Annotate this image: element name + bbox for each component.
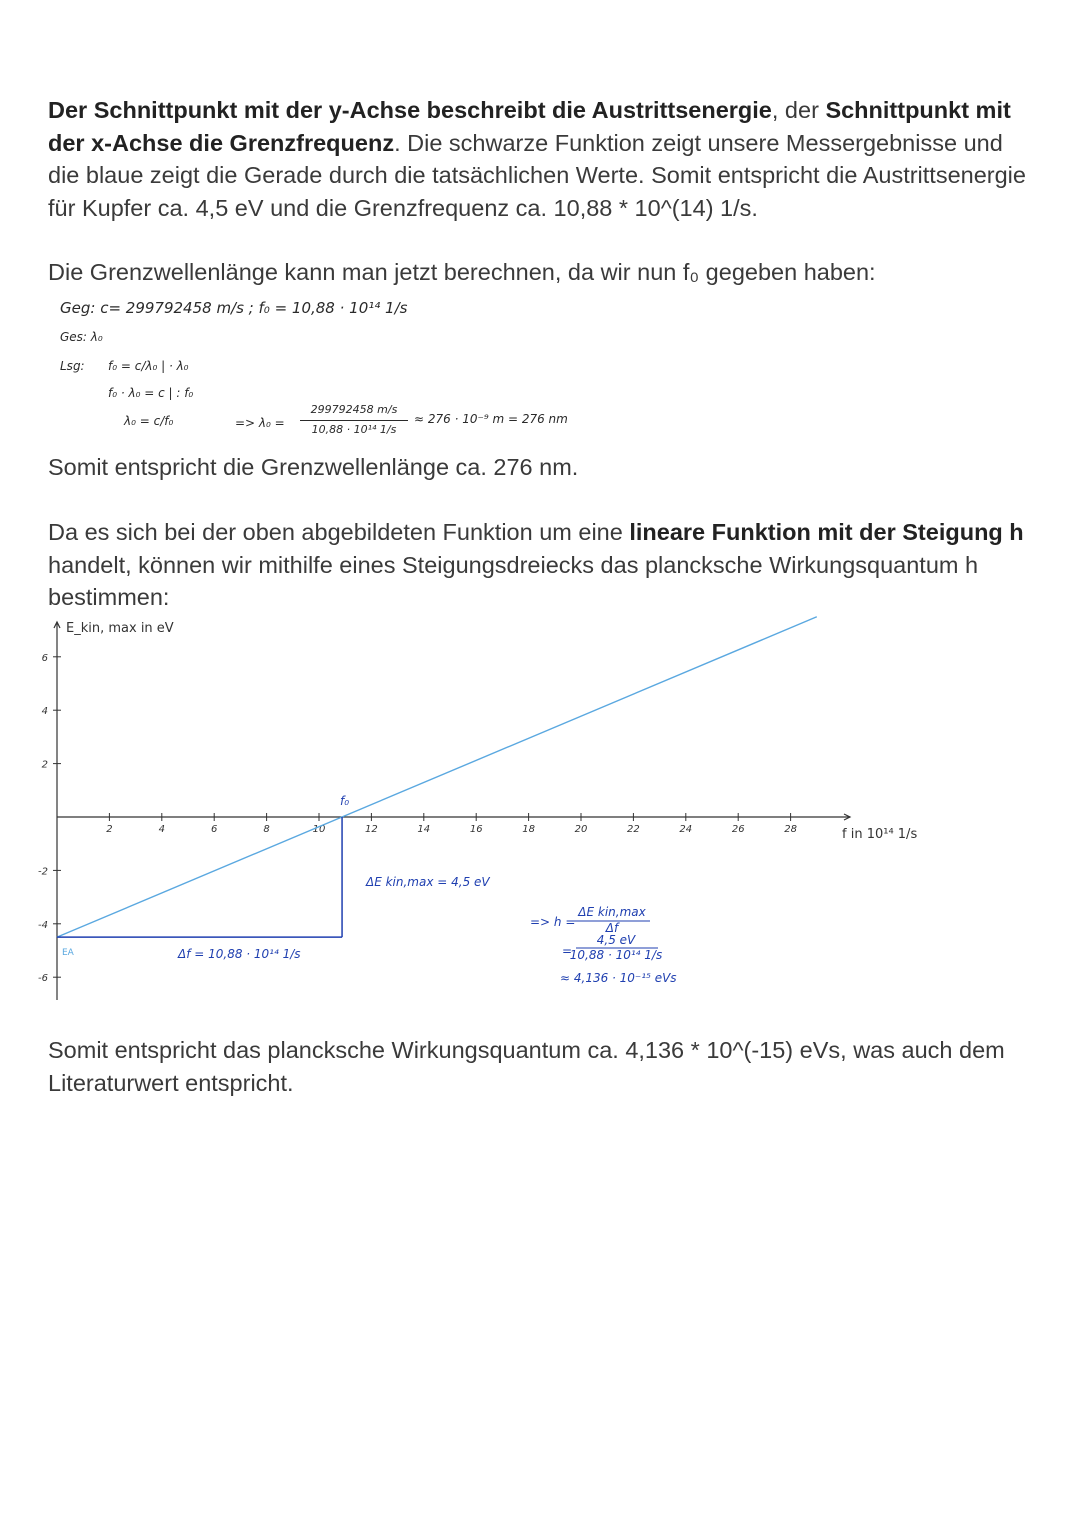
solution-label: Lsg: bbox=[60, 359, 85, 373]
f0-label: f₀ bbox=[340, 794, 350, 808]
x-tick-label: 22 bbox=[627, 824, 640, 835]
equation-step-3: λ₀ = c/f₀ bbox=[124, 414, 174, 428]
delta-e-label: ΔE kin,max = 4,5 eV bbox=[366, 875, 490, 889]
x-tick-label: 12 bbox=[365, 824, 378, 835]
implies-arrow: => λ₀ = bbox=[235, 416, 285, 430]
given-values: Geg: c= 299792458 m/s ; f₀ = 10,88 · 10¹⁴ 1/s bbox=[60, 299, 408, 317]
text: , der bbox=[771, 97, 826, 123]
x-tick-label: 24 bbox=[679, 824, 693, 835]
x-tick-label: 4 bbox=[158, 824, 165, 835]
paragraph-slope-intro bbox=[48, 516, 1038, 614]
x-tick-label: 10 bbox=[312, 824, 326, 835]
y-tick-label: -6 bbox=[38, 973, 48, 985]
y-axis-arrow bbox=[54, 622, 60, 628]
bold-x-axis: Schnittpunkt mit der x-Achse die Grenzfrequenz bbox=[48, 97, 1011, 156]
paragraph-wavelength-result: Somit entspricht die Grenzwellenlänge ca. 276 nm. bbox=[48, 454, 579, 480]
y-tick-label: 4 bbox=[41, 706, 48, 718]
text: Da es sich bei der oben abgebildeten Funktion um eine bbox=[48, 519, 630, 545]
x-tick-label: 28 bbox=[784, 824, 797, 835]
x-tick-label: 16 bbox=[469, 824, 483, 835]
x-axis-label: f in 10¹⁴ 1/s bbox=[842, 827, 918, 842]
y-tick-label: 6 bbox=[41, 652, 48, 664]
bold-linear-function: lineare Funktion mit der Steigung h bbox=[629, 519, 1024, 545]
x-tick-label: 26 bbox=[731, 824, 745, 835]
series-line bbox=[57, 617, 817, 937]
fraction-denominator: 10,88 · 10¹⁴ 1/s bbox=[311, 423, 397, 436]
y-axis-label: E_kin, max in eV bbox=[66, 621, 174, 636]
x-tick-label: 2 bbox=[106, 824, 113, 835]
x-axis-arrow bbox=[844, 814, 850, 820]
equation-step-2: f₀ · λ₀ = c | : f₀ bbox=[108, 386, 194, 400]
y-tick-label: 2 bbox=[41, 759, 48, 771]
h-formula-label: => h = bbox=[530, 915, 576, 929]
h-equals: = bbox=[562, 944, 573, 958]
wavelength-result: ≈ 276 · 10⁻⁹ m = 276 nm bbox=[414, 412, 568, 426]
h-value-denominator: 10,88 · 10¹⁴ 1/s bbox=[569, 948, 663, 962]
paragraph-wavelength-intro: Die Grenzwellenlänge kann man jetzt berechnen, da wir nun f₀ gegeben haben: bbox=[48, 259, 876, 285]
x-tick-label: 6 bbox=[211, 824, 218, 835]
h-result: ≈ 4,136 · 10⁻¹⁵ eVs bbox=[560, 971, 677, 985]
x-tick-label: 20 bbox=[574, 824, 588, 835]
h-numerator: ΔE kin,max bbox=[578, 905, 646, 919]
bold-y-axis: Der Schnittpunkt mit der y-Achse beschreibt die Austrittsenergie bbox=[48, 97, 772, 123]
delta-f-label: Δf = 10,88 · 10¹⁴ 1/s bbox=[178, 947, 301, 961]
text: handelt, können wir mithilfe eines Steigungsdreiecks das plancksche Wirkungsquantum h bestimmen: bbox=[48, 551, 979, 610]
wanted-value: Ges: λ₀ bbox=[60, 330, 103, 344]
x-tick-label: 14 bbox=[417, 824, 431, 835]
y-tick-label: -4 bbox=[38, 919, 48, 931]
x-tick-label: 18 bbox=[522, 824, 535, 835]
equation-step-1: f₀ = c/λ₀ | · λ₀ bbox=[108, 359, 189, 373]
ea-label: EA bbox=[62, 948, 74, 958]
h-value-numerator: 4,5 eV bbox=[596, 933, 636, 947]
x-tick-label: 8 bbox=[263, 824, 270, 835]
y-tick-label: -2 bbox=[38, 866, 48, 878]
fraction-numerator: 299792458 m/s bbox=[310, 403, 398, 416]
text: . Die schwarze Funktion zeigt unsere Messergebnisse und die blaue zeigt die Gerade durch die tatsächlichen Werte. Somit entspricht die Austrittsenergie für Kupfer ca. 4,5 eV und die Grenzfrequenz ca. 10,88 * 10^(14) 1/s. bbox=[48, 129, 1026, 221]
fraction-bar bbox=[300, 420, 408, 421]
paragraph-intersections bbox=[48, 94, 1038, 224]
paragraph-planck-result: Somit entspricht das plancksche Wirkungsquantum ca. 4,136 * 10^(-15) eVs, was auch dem Literaturwert entspricht. bbox=[48, 1037, 1005, 1096]
h-denominator: Δf bbox=[605, 921, 619, 935]
